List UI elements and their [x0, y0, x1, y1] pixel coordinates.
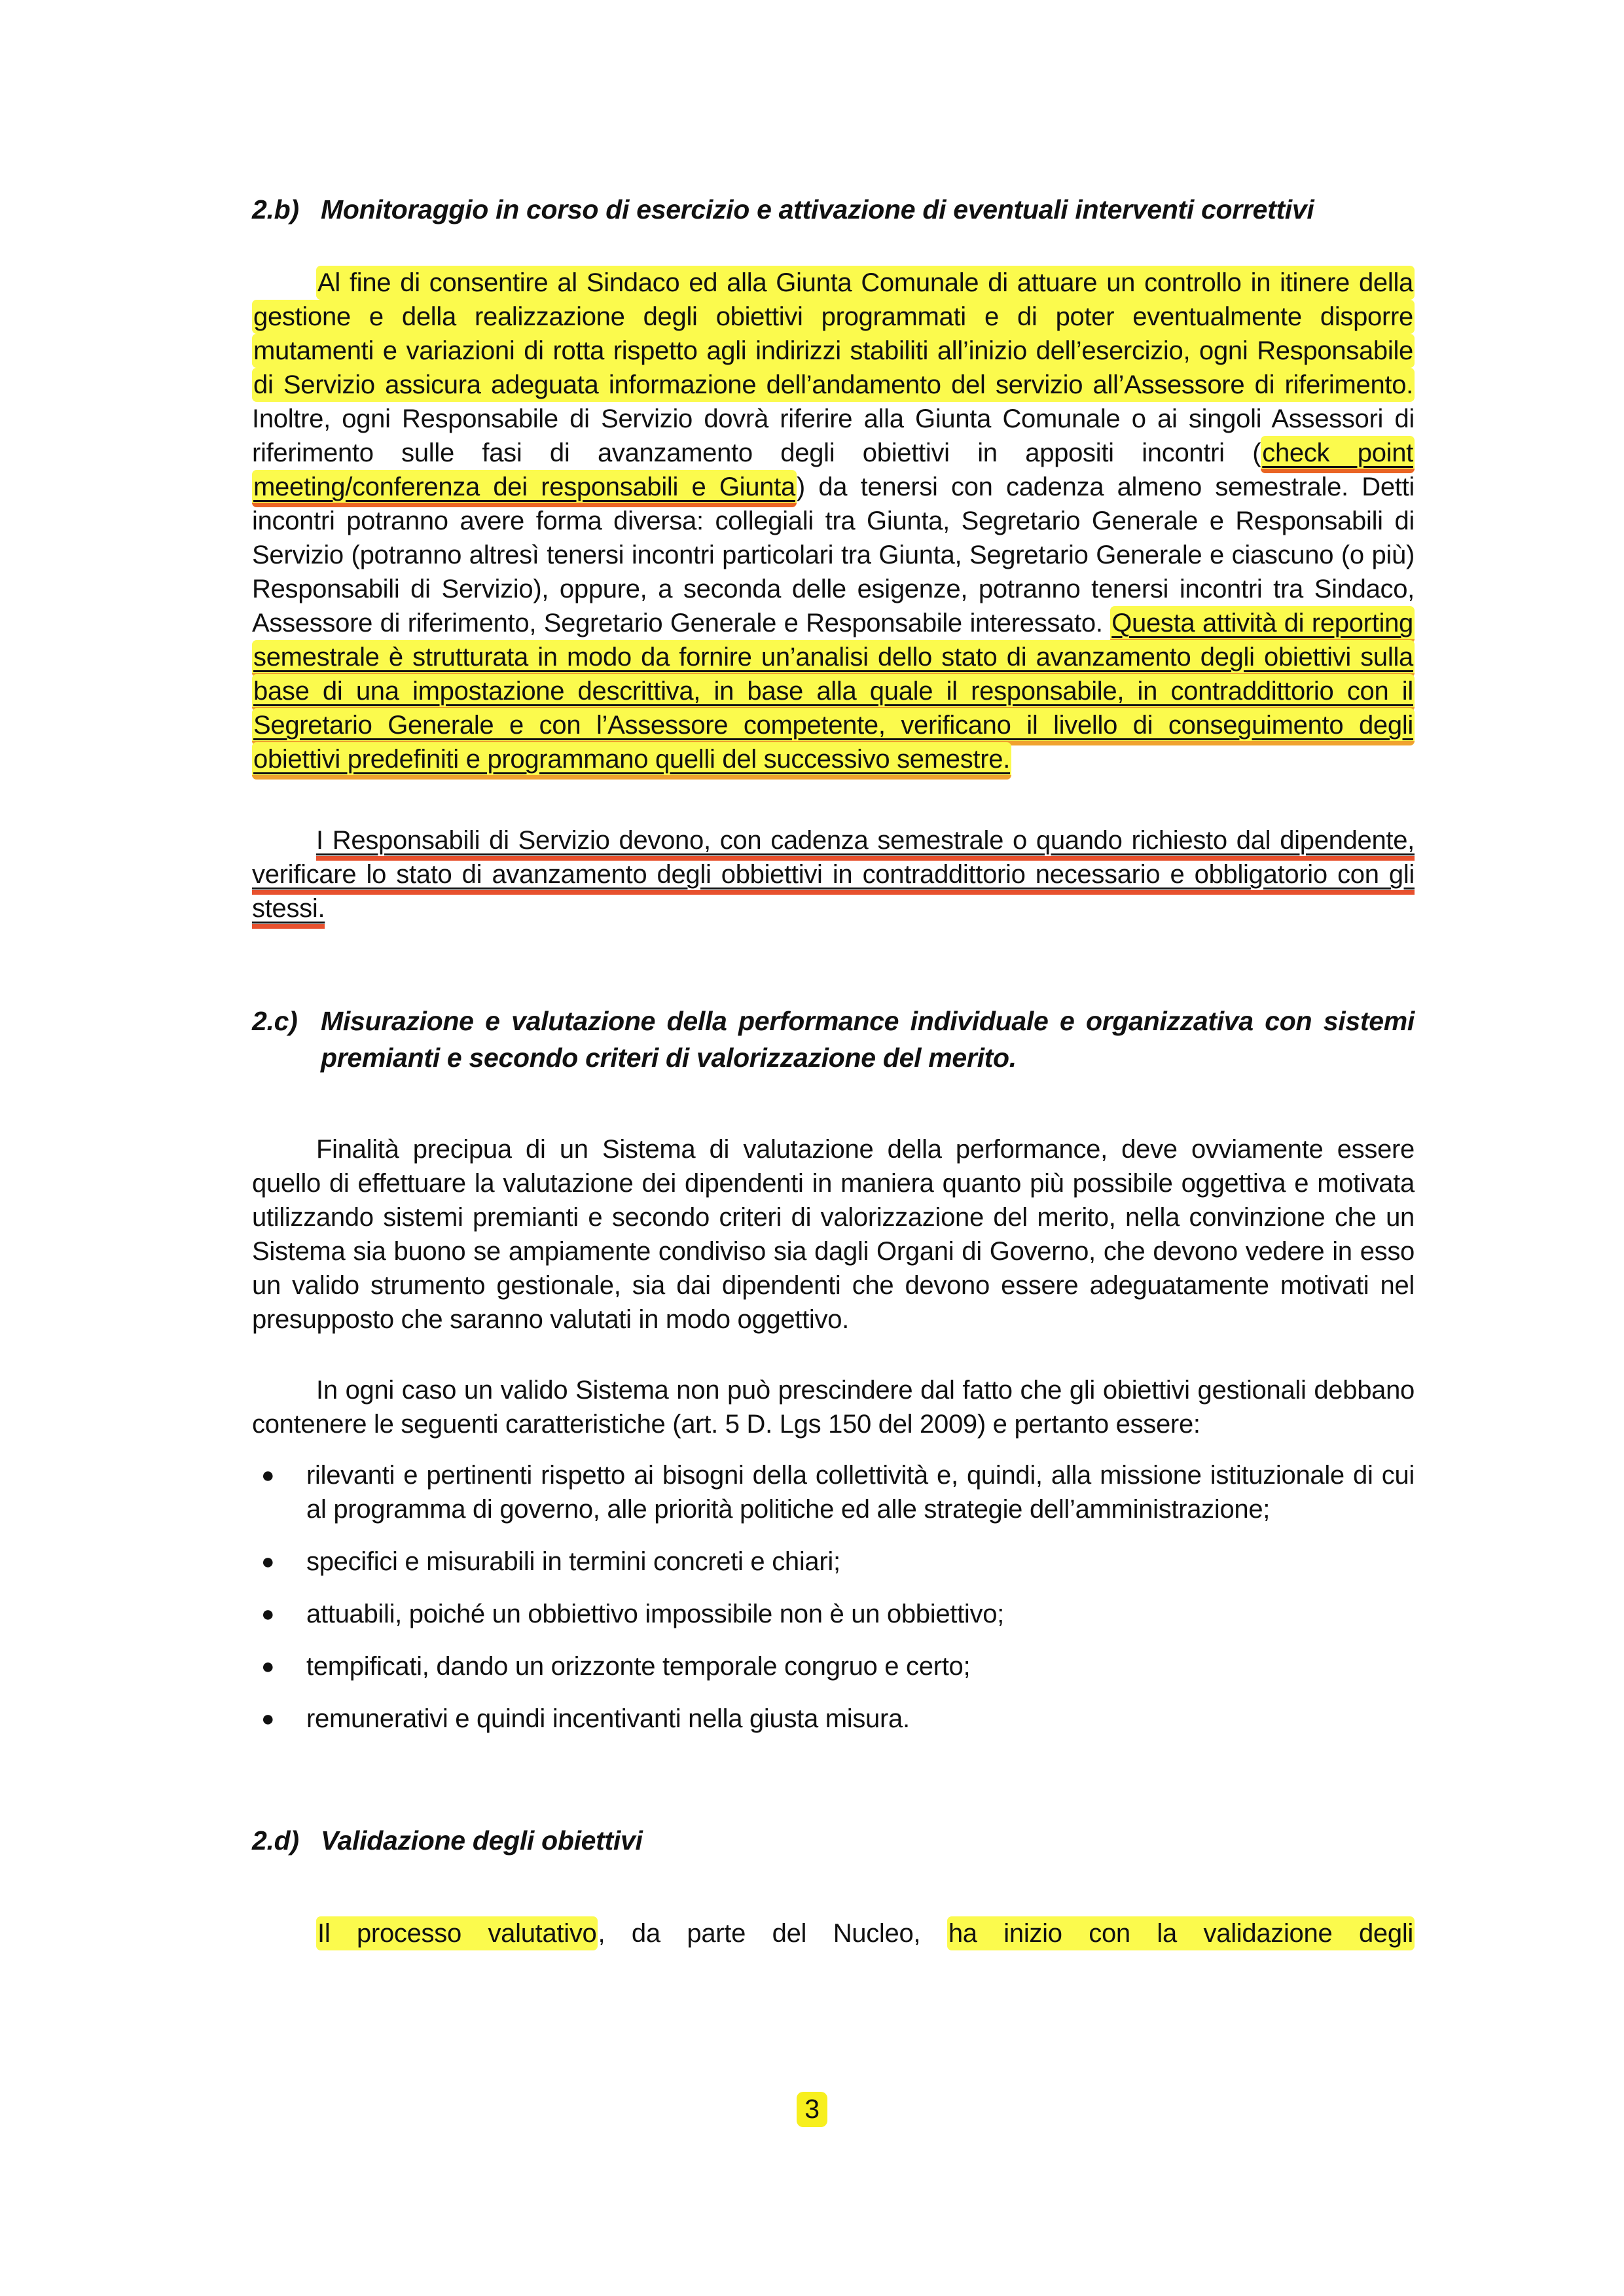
text-run-highlight-underline-orange: Questa attività di reporting semestrale è strutturata in modo da fornire un’analisi dello stato di avanzamento degli obiettivi sulla base di una impostazione descrittiva, in base alla quale il responsabile, in contraddittorio con il Segretario Generale e con l’Assessore competente, verificano il livello di conseguimento degli obiettivi predefiniti e programmano quelli del successivo semestre.: [252, 606, 1415, 780]
paragraph-validazione: [252, 1916, 1415, 1950]
list-item-text: tempificati, dando un orizzonte temporale congruo e certo;: [306, 1652, 971, 1681]
paragraph-responsabili: [252, 823, 1415, 925]
text-run-highlight: Al fine di consentire al Sindaco ed alla Giunta Comunale di attuare un controllo in itinere della gestione e della realizzazione degli obiettivi programmati e di poter eventualmente disporre mutamenti e variazioni di rotta rispetto agli indirizzi stabiliti all’inizio dell’esercizio, ogni Responsabile di Servizio assicura adeguata informazione dell’andamento del servizio all’Assessore di riferimento.: [252, 266, 1415, 402]
list-item: [252, 1649, 1415, 1683]
section-title-2d: Validazione degli obiettivi: [321, 1825, 643, 1856]
text-run-none: ) da tenersi con cadenza almeno semestrale. Detti incontri potranno avere forma diversa: collegiali tra Giunta, Segretario Generale e Responsabili di Servizio (potranno altresì tenersi incontri particolari tra Giunta, Segretario Generale e ciascuno (o più) Responsabili di Servizio), oppure, a seconda delle esigenze, potranno tenersi incontri tra Sindaco, Assessore di riferimento, Segretario Generale e Responsabile interessato.: [252, 473, 1415, 637]
list-item-text: rilevanti e pertinenti rispetto ai bisogni della collettività e, quindi, alla missione istituzionale di cui al programma di governo, alle priorità politiche ed alle strategie dell’amministrazione;: [306, 1461, 1415, 1524]
list-item: [252, 1458, 1415, 1526]
section-number-2c: 2.c): [252, 1006, 298, 1036]
page-number: 3: [797, 2092, 827, 2127]
section-heading-2b: [252, 191, 1415, 228]
section-heading-2d: [252, 1822, 1415, 1859]
paragraph-caratteristiche-intro: In ogni caso un valido Sistema non può prescindere dal fatto che gli obiettivi gestionali debbano contenere le seguenti caratteristiche (art. 5 D. Lgs 150 del 2009) e pertanto essere:: [252, 1376, 1415, 1439]
list-item-text: remunerativi e quindi incentivanti nella giusta misura.: [306, 1704, 910, 1733]
bullet-icon: ●: [261, 1706, 275, 1731]
list-item-text: attuabili, poiché un obbiettivo impossibile non è un obbiettivo;: [306, 1600, 1004, 1628]
section-heading-2c: [252, 1003, 1415, 1076]
list-item-text: specifici e misurabili in termini concreti e chiari;: [306, 1547, 840, 1576]
section-title-2c: Misurazione e valutazione della performance individuale e organizzativa con sistemi premianti e secondo criteri di valorizzazione del merito.: [321, 1006, 1415, 1073]
list-item: [252, 1545, 1415, 1579]
paragraph-finalita: Finalità precipua di un Sistema di valutazione della performance, deve ovviamente essere quello di effettuare la valutazione dei dipendenti in maniera quanto più possibile oggettiva e motivata utilizzando sistemi premianti e secondo criteri di valorizzazione del merito, nella convinzione che un Sistema sia buono se ampiamente condiviso sia dagli Organi di Governo, che devono vedere in esso un valido strumento gestionale, sia dai dipendenti che devono essere adeguatamente motivati nel presupposto che saranno valutati in modo oggettivo.: [252, 1135, 1415, 1334]
text-run-none: Inoltre, ogni Responsabile di Servizio dovrà riferire alla Giunta Comunale o ai singoli Assessori di riferimento sulle fasi di avanzamento degli obiettivi in appositi incontri (: [252, 404, 1415, 467]
page-footer: [0, 2092, 1624, 2126]
text-run-highlight: Il processo valutativo: [316, 1916, 598, 1950]
paragraph-monitoraggio: [252, 266, 1415, 776]
bullet-icon: ●: [261, 1463, 275, 1488]
list-item: [252, 1597, 1415, 1631]
list-item: [252, 1702, 1415, 1736]
caratteristiche-list: [252, 1458, 1415, 1736]
bullet-icon: ●: [261, 1654, 275, 1679]
section-number-2d: 2.d): [252, 1825, 299, 1856]
text-run-highlight: ha inizio con la validazione degli: [947, 1916, 1415, 1950]
section-title-2b: Monitoraggio in corso di esercizio e attivazione di eventuali interventi correttivi: [321, 194, 1314, 224]
bullet-icon: ●: [261, 1549, 275, 1574]
text-run-none: , da parte del Nucleo,: [598, 1919, 947, 1948]
bullet-icon: ●: [261, 1602, 275, 1626]
section-number-2b: 2.b): [252, 194, 299, 224]
text-run-highlight-underline-red: check point meeting/conferenza dei responsabili e Giunta: [252, 436, 1415, 507]
text-run-underline-red: I Responsabili di Servizio devono, con cadenza semestrale o quando richiesto dal dipendente, verificare lo stato di avanzamento degli obbiettivi in contraddittorio necessario e obbligatorio con gli stessi.: [252, 826, 1415, 929]
